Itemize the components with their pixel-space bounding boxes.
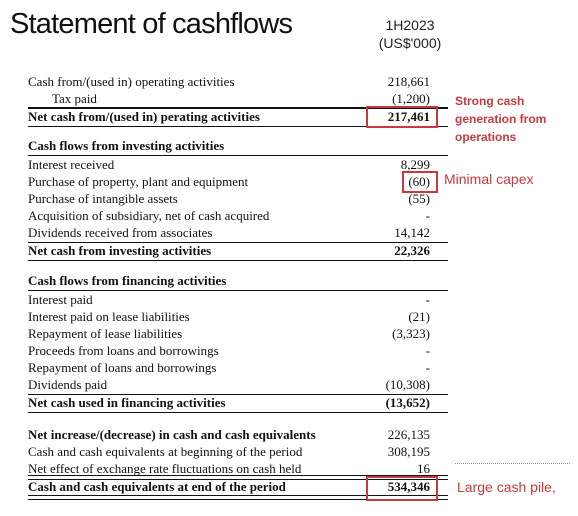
capex-annotation: Minimal capex <box>444 171 534 187</box>
divider <box>28 155 448 156</box>
row-label: Cash from/(used in) operating activities <box>28 74 235 89</box>
total-label: Net cash from investing activities <box>28 243 212 258</box>
dotted-rule <box>455 463 570 464</box>
period-label: 1H2023 <box>385 17 435 33</box>
operating-annotation <box>455 92 546 146</box>
row-label: Repayment of lease liabilities <box>28 326 183 341</box>
row-value: (1,200) <box>392 91 430 106</box>
highlight-box-capex <box>402 171 438 193</box>
annotation-line: generation from <box>455 112 547 126</box>
total-value: 217,461 <box>387 109 430 124</box>
total-label: Net cash used in financing activities <box>28 395 226 410</box>
row-value: - <box>425 360 430 375</box>
currency-label: (US$'000) <box>378 35 442 51</box>
row-label: Purchase of property, plant and equipment <box>28 174 249 189</box>
total-value: 22,326 <box>394 243 430 258</box>
total-value: (13,652) <box>385 395 430 410</box>
annotation-line: operations <box>455 130 517 144</box>
page-title: Statement of cashflows <box>10 8 293 40</box>
row-value: 218,661 <box>387 74 430 89</box>
row-value: (10,308) <box>385 377 430 392</box>
total-value: 534,346 <box>387 479 430 494</box>
row-value: (3,323) <box>392 326 430 341</box>
divider <box>28 412 448 413</box>
row-label: Purchase of intangible assets <box>28 191 178 206</box>
divider <box>28 290 448 291</box>
divider <box>28 260 448 261</box>
row-label: Interest paid <box>28 292 93 307</box>
cash-annotation: Large cash pile, <box>457 479 556 495</box>
total-label: Net cash from/(used in) perating activities <box>28 109 260 124</box>
row-value: (60) <box>408 174 430 189</box>
row-value: 226,135 <box>387 427 430 442</box>
section-header: Cash flows from investing activities <box>28 138 225 153</box>
annotation-line: Strong cash <box>455 94 525 108</box>
row-value: (55) <box>408 191 430 206</box>
row-label: Interest paid on lease liabilities <box>28 309 190 324</box>
row-label: Acquisition of subsidiary, net of cash acquired <box>28 208 270 223</box>
row-value: - <box>425 208 430 223</box>
row-value: - <box>425 343 430 358</box>
row-value: (21) <box>408 309 430 324</box>
row-value: 308,195 <box>387 444 430 459</box>
row-label: Dividends paid <box>28 377 108 392</box>
period-header <box>360 16 460 52</box>
row-value: - <box>425 292 430 307</box>
section-header: Cash flows from financing activities <box>28 273 227 288</box>
row-label: Net increase/(decrease) in cash and cash equivalents <box>28 427 316 442</box>
row-value: 8,299 <box>400 157 430 172</box>
row-label: Proceeds from loans and borrowings <box>28 343 219 358</box>
row-label: Tax paid <box>52 91 97 106</box>
highlight-box-operating <box>366 106 438 128</box>
row-label: Repayment of loans and borrowings <box>28 360 217 375</box>
row-label: Net effect of exchange rate fluctuations on cash held <box>28 461 302 476</box>
row-label: Interest received <box>28 157 115 172</box>
total-label: Cash and cash equivalents at end of the period <box>28 479 286 494</box>
row-value: 16 <box>417 461 430 476</box>
highlight-box-cash <box>366 476 438 501</box>
row-label: Cash and cash equivalents at beginning of the period <box>28 444 303 459</box>
row-label: Dividends received from associates <box>28 225 213 240</box>
row-value: 14,142 <box>394 225 430 240</box>
